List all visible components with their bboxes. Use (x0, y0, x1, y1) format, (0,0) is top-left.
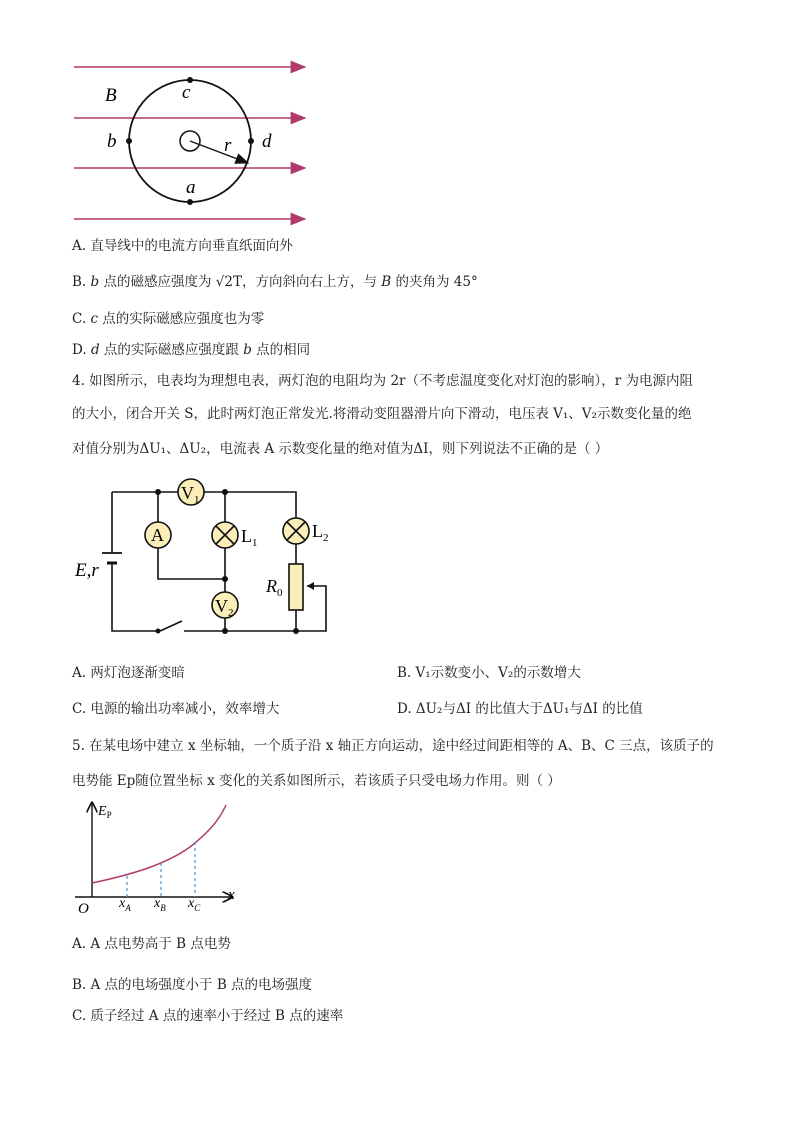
x-axis-label: x (228, 887, 235, 903)
point-c-label: c (182, 82, 191, 103)
point-d-dot (248, 138, 254, 144)
q3-option-d: D. d 点的实际磁感应强度跟 b 点的相同 (72, 342, 311, 358)
q4-option-d: D. ΔU₂与ΔI 的比值大于ΔU₁与ΔI 的比值 (397, 701, 643, 717)
q4-stem-line2: 的大小，闭合开关 S，此时两灯泡正常发光.将滑动变阻器滑片向下滑动，电压表 V₁、V₂示数变化量的绝 (72, 406, 692, 422)
energy-position-graph (70, 795, 250, 925)
point-a-dot (187, 199, 193, 205)
source-label: E,r (75, 560, 99, 581)
lamp-l1-label: $L_1$ (241, 526, 258, 549)
circuit-diagram (70, 475, 340, 640)
ammeter-label: A (151, 525, 164, 545)
q4-stem-line1: 4. 如图所示，电表均为理想电表，两灯泡的电阻均为 2r（不考虑温度变化对灯泡的影响），r 为电源内阻 (72, 373, 693, 389)
radius-arrow (190, 141, 248, 163)
origin-label: O (78, 901, 89, 917)
lamp-l2 (283, 518, 309, 544)
y-axis-label: $E_P$ (98, 804, 112, 820)
svg-text:V1: $V_1$ (181, 483, 200, 506)
junction-dot (222, 489, 228, 495)
q5-stem-line1: 5. 在某电场中建立 x 坐标轴，一个质子沿 x 轴正方向运动，途中经过间距相等的 A、B、C 三点，该质子的 (72, 738, 714, 754)
rheostat-label: $R_0$ (266, 576, 283, 599)
sqrt2-value: √2T (215, 274, 242, 290)
q4-stem-line3: 对值分别为ΔU₁、ΔU₂，电流表 A 示数变化量的绝对值为ΔI，则下列说法不正确的是（ ） (72, 441, 609, 457)
rheostat-r0 (289, 564, 303, 610)
q5-option-b: B. A 点的电场强度小于 B 点的电场强度 (72, 977, 313, 993)
q5-option-c: C. 质子经过 A 点的速率小于经过 B 点的速率 (72, 1008, 344, 1024)
q4-option-c: C. 电源的输出功率减小，效率增大 (72, 701, 280, 717)
tick-xc: $x_C$ (188, 896, 201, 913)
circuit-wire (112, 563, 156, 631)
field-label-B: B (105, 85, 117, 106)
junction-dot (222, 628, 228, 634)
point-b-dot (126, 138, 132, 144)
junction-dot (222, 576, 228, 582)
junction-dot (293, 628, 299, 634)
q5-stem-line2: 电势能 Ep随位置坐标 x 变化的关系如图所示，若该质子只受电场力作用。则（ ） (72, 773, 561, 789)
tick-xb: $x_B$ (154, 896, 166, 913)
q5-option-a: A. A 点电势高于 B 点电势 (72, 936, 231, 952)
tick-xa: $x_A$ (119, 896, 131, 913)
point-a-label: a (186, 177, 196, 198)
radius-label: r (224, 135, 232, 156)
lamp-l1 (212, 522, 238, 548)
q4-option-b: B. V₁示数变小、V₂的示数增大 (397, 665, 581, 681)
magnetic-field-figure (60, 55, 320, 230)
q3-option-b: B. b 点的磁感应强度为 √2T，方向斜向右上方，与 B 的夹角为 45° (72, 274, 478, 290)
q4-option-a: A. 两灯泡逐渐变暗 (72, 665, 185, 681)
lamp-l2-label: $L_2$ (312, 521, 329, 544)
circuit-wire (160, 621, 182, 631)
q3-option-a: A. 直导线中的电流方向垂直纸面向外 (72, 238, 293, 254)
q3-option-c: C. c 点的实际磁感应强度也为零 (72, 311, 265, 327)
svg-text:V2: $V_2$ (215, 596, 234, 619)
circuit-wire (184, 586, 326, 631)
point-b-label: b (107, 131, 117, 152)
ep-curve (92, 805, 226, 883)
junction-dot (155, 489, 161, 495)
point-d-label: d (262, 131, 272, 152)
circuit-wire (203, 492, 296, 518)
rheostat-slider-arrow (307, 582, 314, 590)
circuit-wire (158, 548, 225, 579)
switch-pivot-dot (156, 629, 161, 634)
